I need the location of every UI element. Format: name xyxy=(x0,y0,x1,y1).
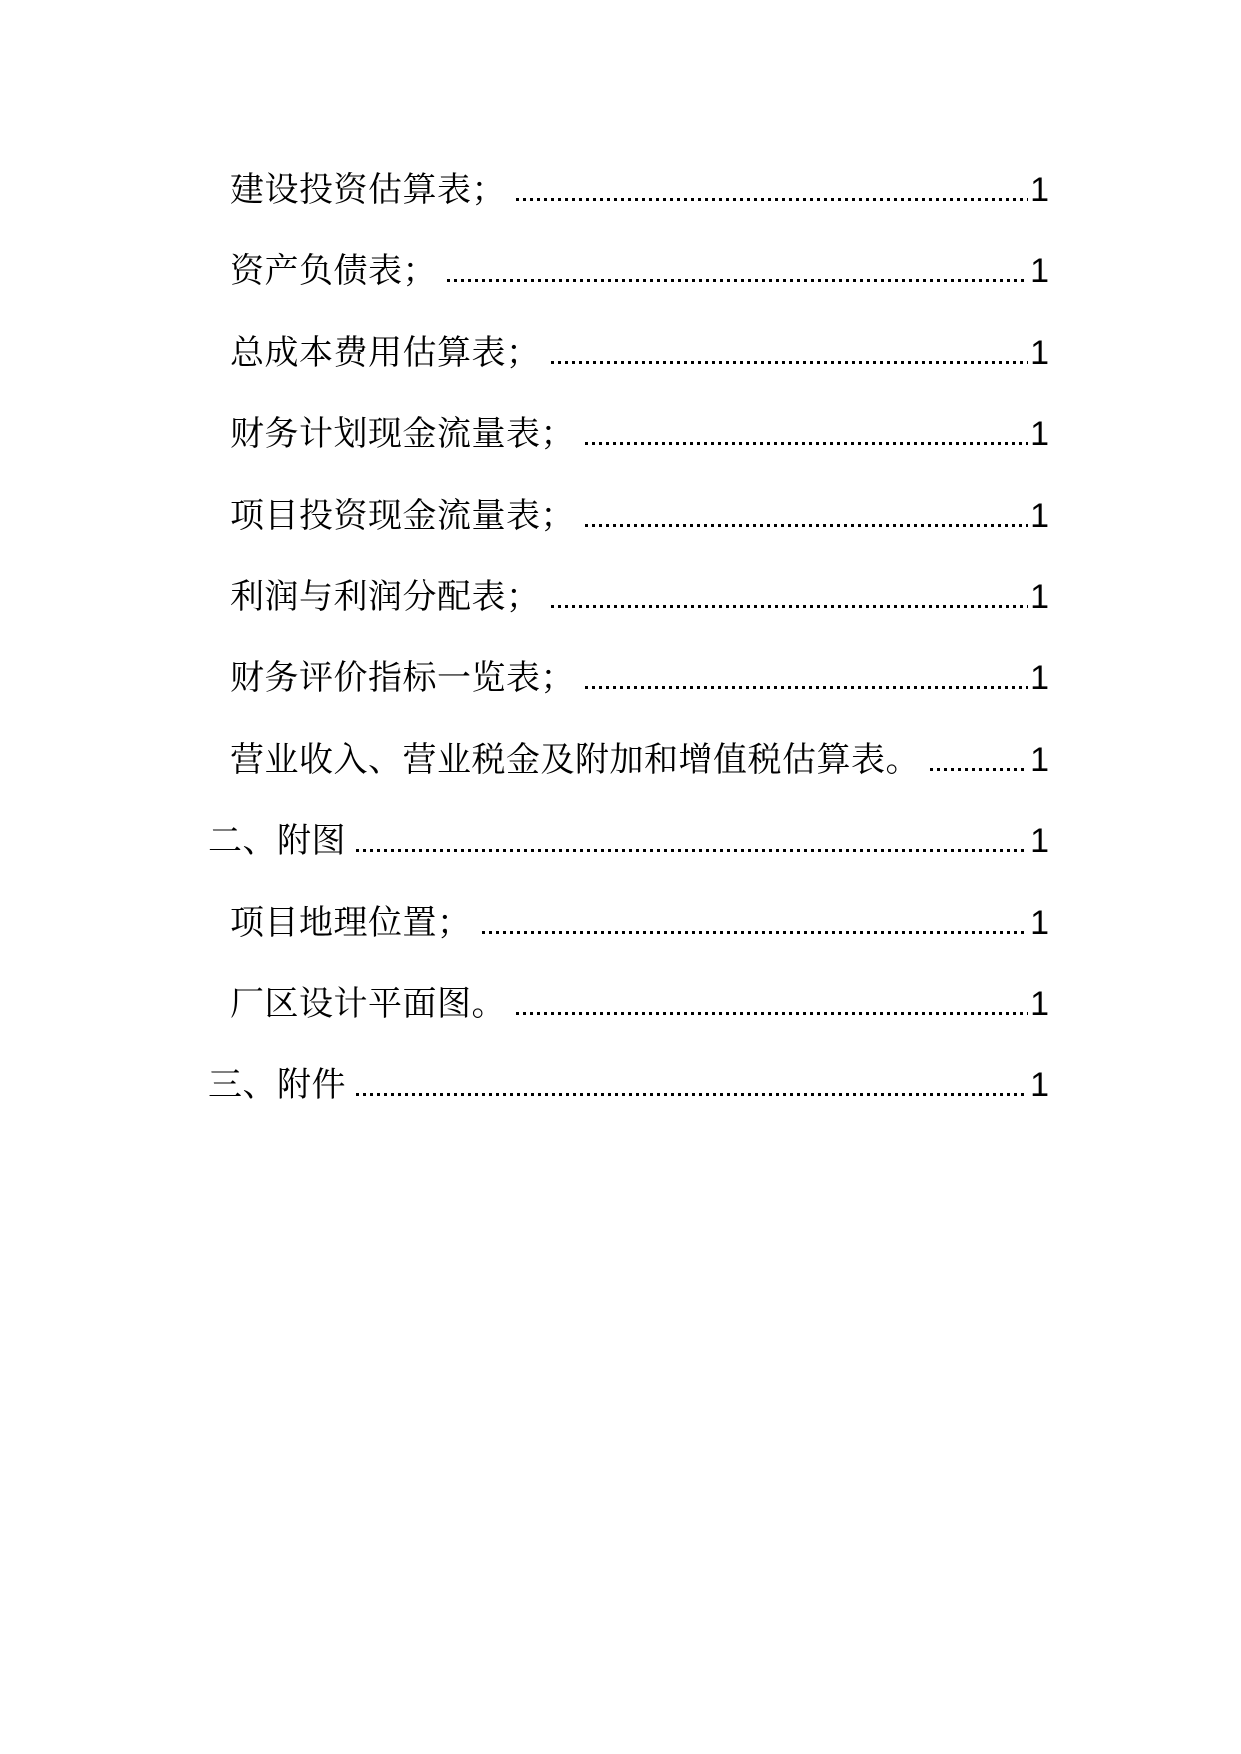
dot-leader xyxy=(551,605,1029,608)
dot-leader xyxy=(356,1093,1028,1096)
dot-leader xyxy=(551,361,1029,364)
dot-leader xyxy=(516,1012,1028,1015)
dot-leader xyxy=(930,768,1028,771)
toc-page-number: 1 xyxy=(1030,171,1049,209)
toc-page-number: 1 xyxy=(1030,252,1049,291)
dot-leader xyxy=(585,524,1028,527)
toc-entry-label: 项目地理位置； xyxy=(230,903,472,942)
toc-entry-label: 营业收入、营业税金及附加和增值税估算表。 xyxy=(230,740,920,779)
toc-row[interactable] xyxy=(208,150,1049,231)
toc-row[interactable] xyxy=(208,964,1049,1045)
dot-leader xyxy=(482,931,1029,934)
toc-page-number: 1 xyxy=(1030,903,1049,942)
toc-entry-label: 资产负债表； xyxy=(230,252,437,291)
toc-entry-label: 利润与利润分配表； xyxy=(230,577,541,616)
toc-page-number: 1 xyxy=(1030,822,1049,861)
toc-row[interactable] xyxy=(208,476,1049,557)
toc-page-number: 1 xyxy=(1030,984,1049,1023)
toc-row[interactable] xyxy=(208,801,1049,882)
toc-entry-label: 三、附件 xyxy=(208,1066,346,1105)
dot-leader xyxy=(356,849,1028,852)
toc-row[interactable] xyxy=(208,638,1049,719)
toc-entry-label: 二、附图 xyxy=(208,822,346,861)
toc-page-number: 1 xyxy=(1030,1066,1049,1105)
dot-leader xyxy=(585,442,1028,445)
toc-page-number: 1 xyxy=(1030,333,1049,372)
toc-row[interactable] xyxy=(208,1045,1049,1126)
toc-row[interactable] xyxy=(208,231,1049,312)
dot-leader xyxy=(447,279,1028,282)
toc-page-number: 1 xyxy=(1030,496,1049,535)
dot-leader xyxy=(516,198,1028,201)
toc-row[interactable] xyxy=(208,720,1049,801)
toc-entry-label: 项目投资现金流量表； xyxy=(230,496,575,535)
toc-entry-label: 建设投资估算表； xyxy=(230,171,506,209)
toc-row[interactable] xyxy=(208,883,1049,964)
toc-entry-label: 财务计划现金流量表； xyxy=(230,415,575,454)
toc-entry-label: 财务评价指标一览表； xyxy=(230,659,575,698)
toc-page-number: 1 xyxy=(1030,415,1049,454)
toc-entry-label: 总成本费用估算表； xyxy=(230,333,541,372)
toc-row[interactable] xyxy=(208,313,1049,394)
toc-row[interactable] xyxy=(208,394,1049,475)
toc-page-number: 1 xyxy=(1030,659,1049,698)
toc-page-number: 1 xyxy=(1030,577,1049,616)
dot-leader xyxy=(585,686,1028,689)
table-of-contents xyxy=(208,150,1049,1127)
toc-entry-label: 厂区设计平面图。 xyxy=(230,984,506,1023)
toc-row[interactable] xyxy=(208,557,1049,638)
toc-page-number: 1 xyxy=(1030,740,1049,779)
